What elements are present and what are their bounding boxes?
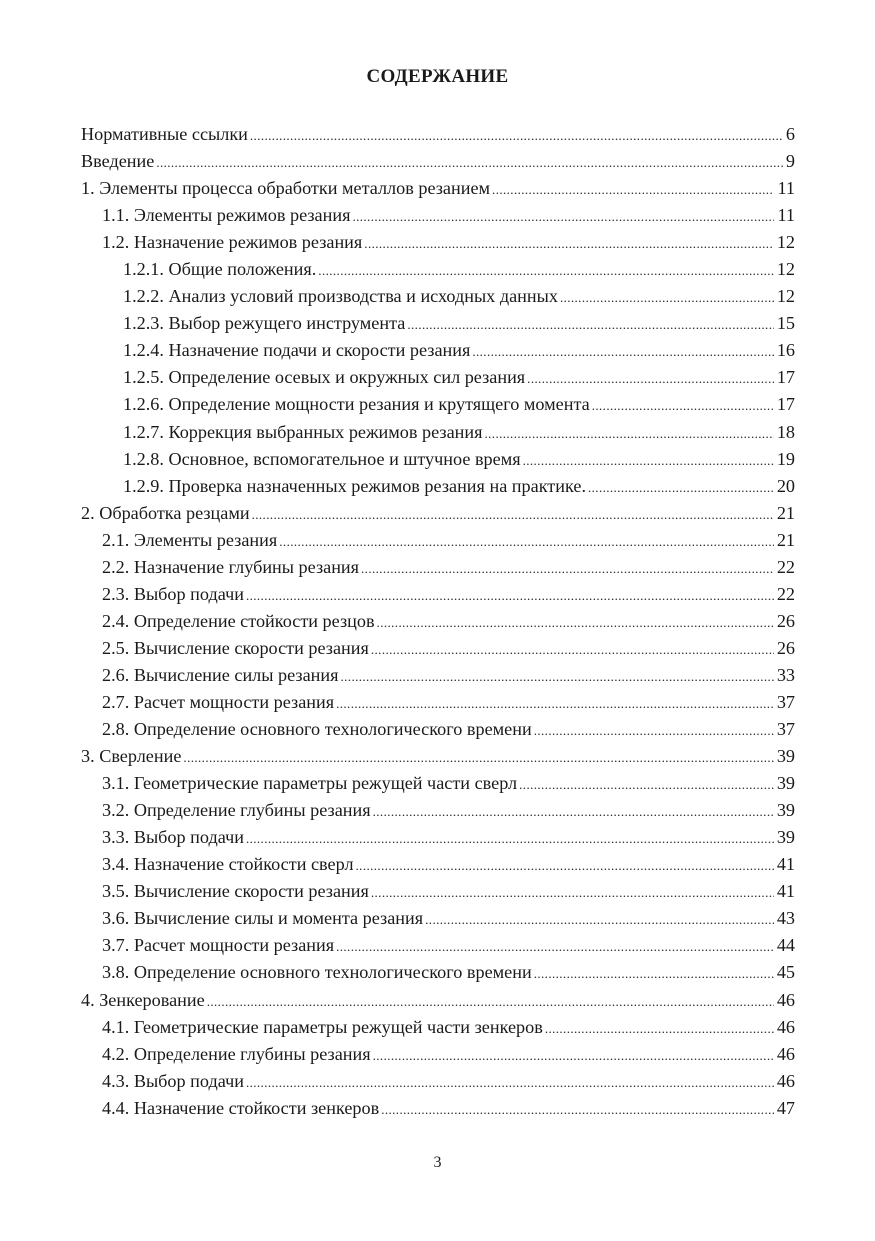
toc-dot-leader — [252, 501, 774, 527]
toc-dot-leader — [425, 906, 774, 932]
toc-dot-leader — [373, 1042, 774, 1068]
toc-entry — [81, 662, 795, 689]
toc-dot-leader — [352, 203, 774, 229]
toc-entry — [81, 878, 795, 905]
toc-dot-leader — [519, 771, 774, 797]
toc-entry — [81, 608, 795, 635]
toc-entry-page: 22 — [776, 583, 795, 604]
toc-dot-leader — [207, 988, 774, 1014]
toc-entry-title: 3.4. Назначение стойкости сверл — [102, 854, 354, 875]
toc-entry-page: 17 — [776, 367, 795, 388]
toc-entry — [81, 905, 795, 932]
toc-entry — [81, 391, 795, 418]
toc-dot-leader — [364, 230, 774, 256]
toc-dot-leader — [545, 1015, 774, 1041]
toc-entry — [81, 337, 795, 364]
toc-entry-page: 11 — [777, 205, 795, 226]
table-of-contents — [81, 121, 795, 1122]
toc-entry — [81, 473, 795, 500]
toc-entry-title: 3.3. Выбор подачи — [102, 827, 244, 848]
toc-entry-page: 46 — [776, 1043, 795, 1064]
toc-entry — [81, 689, 795, 716]
toc-dot-leader — [279, 528, 774, 554]
toc-dot-leader — [371, 636, 774, 662]
toc-dot-leader — [371, 879, 774, 905]
toc-dot-leader — [534, 717, 774, 743]
toc-entry — [81, 797, 795, 824]
toc-dot-leader — [318, 257, 774, 283]
toc-entry — [81, 500, 795, 527]
toc-entry-page: 16 — [776, 340, 795, 361]
toc-entry-title: 3. Сверление — [81, 746, 182, 767]
toc-entry-page: 39 — [776, 800, 795, 821]
toc-entry-title: Нормативные ссылки — [81, 124, 248, 144]
toc-entry-title: 2.6. Вычисление силы резания — [102, 664, 339, 685]
toc-entry-title: 3.6. Вычисление силы и момента резания — [102, 908, 424, 929]
toc-entry-page: 46 — [776, 1016, 795, 1037]
toc-entry-title: 3.7. Расчет мощности резания — [102, 935, 335, 956]
toc-dot-leader — [373, 798, 774, 824]
toc-entry — [81, 283, 795, 310]
toc-entry-page: 37 — [776, 691, 795, 712]
toc-entry-page: 26 — [776, 610, 795, 631]
toc-entry — [81, 310, 795, 337]
toc-entry — [81, 554, 795, 581]
toc-entry-title: 2.4. Определение стойкости резцов — [102, 610, 375, 631]
toc-entry-page: 44 — [776, 935, 795, 956]
toc-entry-title: 1.2. Назначение режимов резания — [102, 232, 363, 253]
toc-entry-page: 41 — [776, 854, 795, 875]
toc-entry-page: 6 — [785, 124, 795, 144]
toc-entry — [81, 229, 795, 256]
toc-dot-leader — [407, 311, 773, 337]
toc-entry-page: 45 — [776, 962, 795, 983]
toc-entry — [81, 256, 795, 283]
toc-entry — [81, 716, 795, 743]
toc-dot-leader — [523, 447, 774, 473]
toc-entry-title: 1.2.2. Анализ условий производства и исходных данных — [123, 286, 558, 307]
toc-entry-title: 1.2.4. Назначение подачи и скорости резания — [123, 340, 471, 361]
toc-entry-title: 2.5. Вычисление скорости резания — [102, 637, 369, 658]
toc-entry — [81, 1041, 795, 1068]
toc-entry-title: 4.1. Геометрические параметры режущей части зенкеров — [102, 1016, 543, 1037]
toc-entry-page: 47 — [776, 1097, 795, 1118]
toc-entry-page: 17 — [776, 394, 795, 415]
toc-entry-title: 1. Элементы процесса обработки металлов резанием — [81, 178, 491, 199]
toc-entry — [81, 446, 795, 473]
toc-dot-leader — [246, 1069, 774, 1095]
toc-dot-leader — [472, 338, 773, 364]
toc-dot-leader — [485, 420, 774, 446]
toc-entry — [81, 959, 795, 986]
toc-entry-title: 2. Обработка резцами — [81, 502, 250, 523]
toc-entry — [81, 175, 795, 202]
toc-entry-page: 21 — [776, 502, 795, 523]
toc-entry-title: 1.2.9. Проверка назначенных режимов резания на практике. — [123, 475, 586, 496]
toc-entry-title: 2.8. Определение основного технологического времени — [102, 719, 532, 740]
toc-entry-page: 39 — [776, 827, 795, 848]
toc-dot-leader — [183, 744, 773, 770]
toc-entry-title: 1.2.7. Коррекция выбранных режимов резания — [123, 421, 483, 442]
toc-entry-page: 15 — [776, 313, 795, 334]
toc-entry — [81, 743, 795, 770]
toc-entry-page: 39 — [776, 773, 795, 794]
toc-entry-title: 3.5. Вычисление скорости резания — [102, 881, 369, 902]
toc-entry — [81, 148, 795, 175]
toc-dot-leader — [356, 852, 774, 878]
toc-entry-page: 46 — [776, 1070, 795, 1091]
toc-entry-page: 41 — [776, 881, 795, 902]
toc-entry-title: 1.2.5. Определение осевых и окружных сил резания — [123, 367, 526, 388]
toc-entry-title: 3.8. Определение основного технологического времени — [102, 962, 532, 983]
toc-entry-page: 26 — [776, 637, 795, 658]
toc-entry-page: 46 — [776, 989, 795, 1010]
toc-dot-leader — [592, 392, 774, 418]
toc-entry — [81, 202, 795, 229]
toc-entry-title: 2.3. Выбор подачи — [102, 583, 244, 604]
toc-entry — [81, 770, 795, 797]
toc-entry-title: 1.2.6. Определение мощности резания и крутящего момента — [123, 394, 590, 415]
toc-entry-title: 4.4. Назначение стойкости зенкеров — [102, 1097, 380, 1118]
toc-entry — [81, 824, 795, 851]
toc-entry — [81, 1095, 795, 1122]
toc-entry — [81, 364, 795, 391]
toc-entry-page: 20 — [776, 475, 795, 496]
toc-dot-leader — [534, 960, 774, 986]
toc-entry-title: 1.2.3. Выбор режущего инструмента — [123, 313, 406, 334]
page-title: СОДЕРЖАНИЕ — [366, 66, 509, 87]
toc-entry — [81, 932, 795, 959]
toc-entry-page: 21 — [776, 529, 795, 550]
toc-entry — [81, 527, 795, 554]
toc-entry-page: 22 — [776, 556, 795, 577]
toc-entry — [81, 987, 795, 1014]
toc-dot-leader — [341, 663, 774, 689]
toc-entry-page: 37 — [776, 719, 795, 740]
toc-dot-leader — [492, 176, 774, 202]
toc-entry — [81, 419, 795, 446]
toc-entry-title: 4.2. Определение глубины резания — [102, 1043, 371, 1064]
toc-entry-title: 4. Зенкерование — [81, 989, 205, 1010]
toc-entry-page: 18 — [776, 421, 795, 442]
toc-entry-page: 9 — [785, 151, 795, 172]
toc-entry-title: 2.2. Назначение глубины резания — [102, 556, 360, 577]
toc-dot-leader — [336, 933, 774, 959]
page-number: 3 — [433, 1154, 442, 1171]
toc-dot-leader — [527, 365, 774, 391]
toc-entry-title: 1.2.8. Основное, вспомогательное и штучное время — [123, 448, 521, 469]
toc-dot-leader — [250, 122, 783, 148]
toc-entry — [81, 635, 795, 662]
toc-entry-title: 2.7. Расчет мощности резания — [102, 691, 335, 712]
toc-entry — [81, 1068, 795, 1095]
toc-entry-page: 39 — [776, 746, 795, 767]
toc-entry-page: 43 — [776, 908, 795, 929]
toc-dot-leader — [560, 284, 774, 310]
toc-dot-leader — [246, 582, 774, 608]
toc-dot-leader — [381, 1096, 774, 1122]
toc-entry-page: 19 — [776, 448, 795, 469]
toc-entry — [81, 581, 795, 608]
toc-dot-leader — [156, 149, 783, 175]
toc-dot-leader — [588, 474, 774, 500]
toc-entry-title: 1.1. Элементы режимов резания — [102, 205, 351, 226]
toc-dot-leader — [361, 555, 774, 581]
toc-entry-title: 2.1. Элементы резания — [102, 529, 278, 550]
toc-entry — [81, 121, 795, 148]
toc-entry-title: 3.2. Определение глубины резания — [102, 800, 371, 821]
toc-entry-page: 33 — [776, 664, 795, 685]
toc-entry-title: 4.3. Выбор подачи — [102, 1070, 244, 1091]
toc-dot-leader — [377, 609, 774, 635]
toc-entry — [81, 851, 795, 878]
toc-dot-leader — [336, 690, 774, 716]
toc-entry-title: Введение — [81, 151, 155, 172]
toc-entry-page: 12 — [776, 232, 795, 253]
toc-entry-page: 12 — [776, 259, 795, 280]
toc-entry-title: 3.1. Геометрические параметры режущей части сверл — [102, 773, 518, 794]
toc-entry — [81, 1014, 795, 1041]
toc-dot-leader — [246, 825, 774, 851]
toc-entry-page: 12 — [776, 286, 795, 307]
toc-entry-page: 11 — [777, 178, 795, 199]
toc-entry-title: 1.2.1. Общие положения. — [123, 259, 317, 280]
